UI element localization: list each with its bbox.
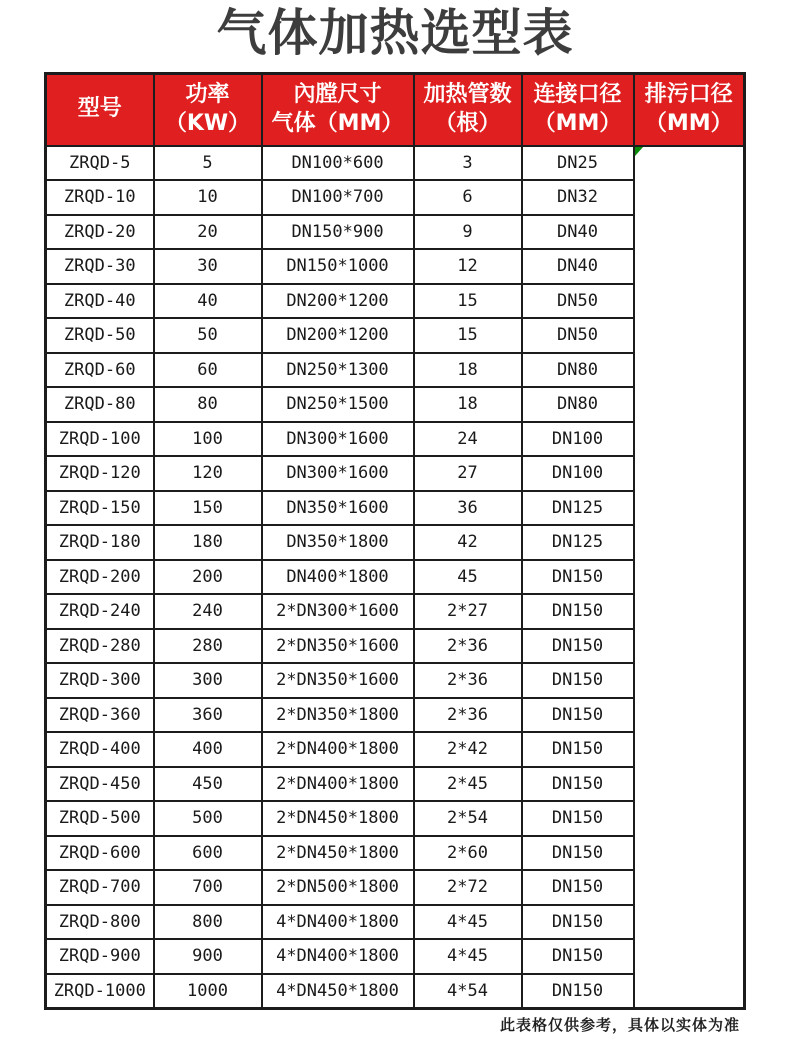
table-cell: 18 [414,353,522,388]
table-cell: 180 [154,525,262,560]
table-cell: DN150 [522,836,634,871]
table-cell: ZRQD-600 [46,836,154,871]
table-cell: DN125 [522,525,634,560]
table-cell: 2*DN450*1800 [262,801,414,836]
table-cell: ZRQD-500 [46,801,154,836]
table-cell: ZRQD-10 [46,180,154,215]
table-cell: DN300*1600 [262,456,414,491]
table-cell: DN150*1000 [262,249,414,284]
table-cell: 2*DN350*1800 [262,698,414,733]
table-cell: ZRQD-80 [46,387,154,422]
table-cell: 450 [154,767,262,802]
table-cell: ZRQD-300 [46,663,154,698]
table-cell: DN300*1600 [262,422,414,457]
table-cell: DN350*1600 [262,491,414,526]
table-cell: DN150 [522,801,634,836]
table-cell: 500 [154,801,262,836]
table-cell: 24 [414,422,522,457]
table-cell: ZRQD-200 [46,560,154,595]
table-cell: ZRQD-800 [46,905,154,940]
table-cell: DN150 [522,629,634,664]
table-cell: 2*36 [414,698,522,733]
table-cell: 10 [154,180,262,215]
table-cell: 2*36 [414,629,522,664]
table-cell: DN40 [522,215,634,250]
table-cell: DN100 [522,422,634,457]
column-header-connection-diameter [522,74,634,146]
table-cell: DN200*1200 [262,318,414,353]
table-cell: 2*DN400*1800 [262,767,414,802]
table-cell: 36 [414,491,522,526]
table-cell: 400 [154,732,262,767]
table-cell: 2*36 [414,663,522,698]
table-cell: 1000 [154,974,262,1009]
table-cell: 150 [154,491,262,526]
table-cell: 4*45 [414,905,522,940]
table-cell: DN150 [522,870,634,905]
table-cell: 2*42 [414,732,522,767]
table-cell: 2*DN400*1800 [262,732,414,767]
table-cell: 2*54 [414,801,522,836]
table-cell: DN250*1500 [262,387,414,422]
table-cell: ZRQD-30 [46,249,154,284]
table-cell: ZRQD-450 [46,767,154,802]
table-cell: 60 [154,353,262,388]
table-cell: DN150 [522,594,634,629]
table-cell: 42 [414,525,522,560]
table-cell: 6 [414,180,522,215]
table-cell: 2*DN300*1600 [262,594,414,629]
table-cell: 300 [154,663,262,698]
table-cell: ZRQD-150 [46,491,154,526]
column-header-chamber-size [262,74,414,146]
table-cell: 2*DN500*1800 [262,870,414,905]
table-cell: 3 [414,146,522,181]
table-cell: 9 [414,215,522,250]
table-cell: ZRQD-50 [46,318,154,353]
table-cell: DN150*900 [262,215,414,250]
column-header-drain-diameter [634,74,745,146]
table-cell: DN80 [522,387,634,422]
table-cell: ZRQD-400 [46,732,154,767]
table-cell: DN250*1300 [262,353,414,388]
table-cell: 4*DN450*1800 [262,974,414,1009]
table-cell: DN400*1800 [262,560,414,595]
table-cell: DN150 [522,663,634,698]
column-header-label: 连接口径 [533,82,622,108]
column-header-power [154,74,262,146]
column-header-sublabel: （根） [434,110,501,136]
table-cell: 20 [154,215,262,250]
table-cell: 2*DN350*1600 [262,663,414,698]
table-cell: DN125 [522,491,634,526]
table-cell: ZRQD-700 [46,870,154,905]
page-title: 气体加热选型表 [216,4,574,62]
drain-column-merged-cell [634,146,745,1009]
column-header-sublabel: 气体（MM） [271,110,404,136]
table-cell: 15 [414,284,522,319]
table-cell: 360 [154,698,262,733]
table-cell: ZRQD-240 [46,594,154,629]
table-cell: 700 [154,870,262,905]
table-cell: ZRQD-180 [46,525,154,560]
table-cell: ZRQD-20 [46,215,154,250]
table-cell: DN150 [522,905,634,940]
table-cell: DN150 [522,732,634,767]
table-cell: DN25 [522,146,634,181]
table-cell: DN150 [522,698,634,733]
table-cell: DN150 [522,974,634,1009]
table-cell: 2*45 [414,767,522,802]
table-cell: 15 [414,318,522,353]
table-cell: ZRQD-5 [46,146,154,181]
table-cell: DN350*1800 [262,525,414,560]
footnote-disclaimer: 此表格仅供参考，具体以实体为准 [499,1016,740,1034]
table-cell: ZRQD-900 [46,939,154,974]
table-cell: 2*DN450*1800 [262,836,414,871]
column-header-label: 排污口径 [644,82,733,108]
table-cell: DN100*700 [262,180,414,215]
table-cell: DN80 [522,353,634,388]
table-cell: 18 [414,387,522,422]
table-cell: ZRQD-360 [46,698,154,733]
column-header-sublabel: （MM） [533,110,622,136]
table-cell: DN32 [522,180,634,215]
column-header-sublabel: （MM） [644,110,733,136]
column-header-label: 加热管数 [423,82,512,108]
table-cell: ZRQD-60 [46,353,154,388]
table-cell: 50 [154,318,262,353]
table-cell: ZRQD-120 [46,456,154,491]
table-cell: 2*72 [414,870,522,905]
table-cell: DN100*600 [262,146,414,181]
table-cell: 80 [154,387,262,422]
column-header-tube-count [414,74,522,146]
table-cell: 2*60 [414,836,522,871]
table-cell: 5 [154,146,262,181]
column-header-label: 型号 [77,96,122,122]
table-cell: ZRQD-40 [46,284,154,319]
table-cell: 200 [154,560,262,595]
table-cell: 2*DN350*1600 [262,629,414,664]
table-cell: 40 [154,284,262,319]
table-body [46,146,745,1009]
table-cell: DN40 [522,249,634,284]
table-cell: 4*45 [414,939,522,974]
table-cell: DN200*1200 [262,284,414,319]
table-cell: DN50 [522,284,634,319]
table-cell: DN50 [522,318,634,353]
column-header-label: 內膛尺寸 [293,82,382,108]
column-header-model [46,74,154,146]
table-cell: 4*DN400*1800 [262,939,414,974]
table-cell: ZRQD-280 [46,629,154,664]
table-cell: 4*54 [414,974,522,1009]
table-cell: 100 [154,422,262,457]
table-cell: 600 [154,836,262,871]
table-cell: 27 [414,456,522,491]
table-header-row [46,74,745,146]
table-cell: 800 [154,905,262,940]
table-cell: 240 [154,594,262,629]
table-cell: DN150 [522,939,634,974]
table-cell: DN150 [522,767,634,802]
table-cell: DN150 [522,560,634,595]
table-cell: ZRQD-1000 [46,974,154,1009]
table-cell: 900 [154,939,262,974]
table-cell: 45 [414,560,522,595]
table-row [46,146,745,181]
column-header-sublabel: （KW） [164,110,251,136]
table-cell: 280 [154,629,262,664]
table-cell: 12 [414,249,522,284]
table-cell: 2*27 [414,594,522,629]
table-cell: 4*DN400*1800 [262,905,414,940]
table-cell: 30 [154,249,262,284]
table-cell: ZRQD-100 [46,422,154,457]
column-header-label: 功率 [185,82,230,108]
cell-flag-triangle-icon [635,147,644,157]
table-cell: 120 [154,456,262,491]
gas-heater-spec-table [44,72,746,1010]
table-cell: DN100 [522,456,634,491]
